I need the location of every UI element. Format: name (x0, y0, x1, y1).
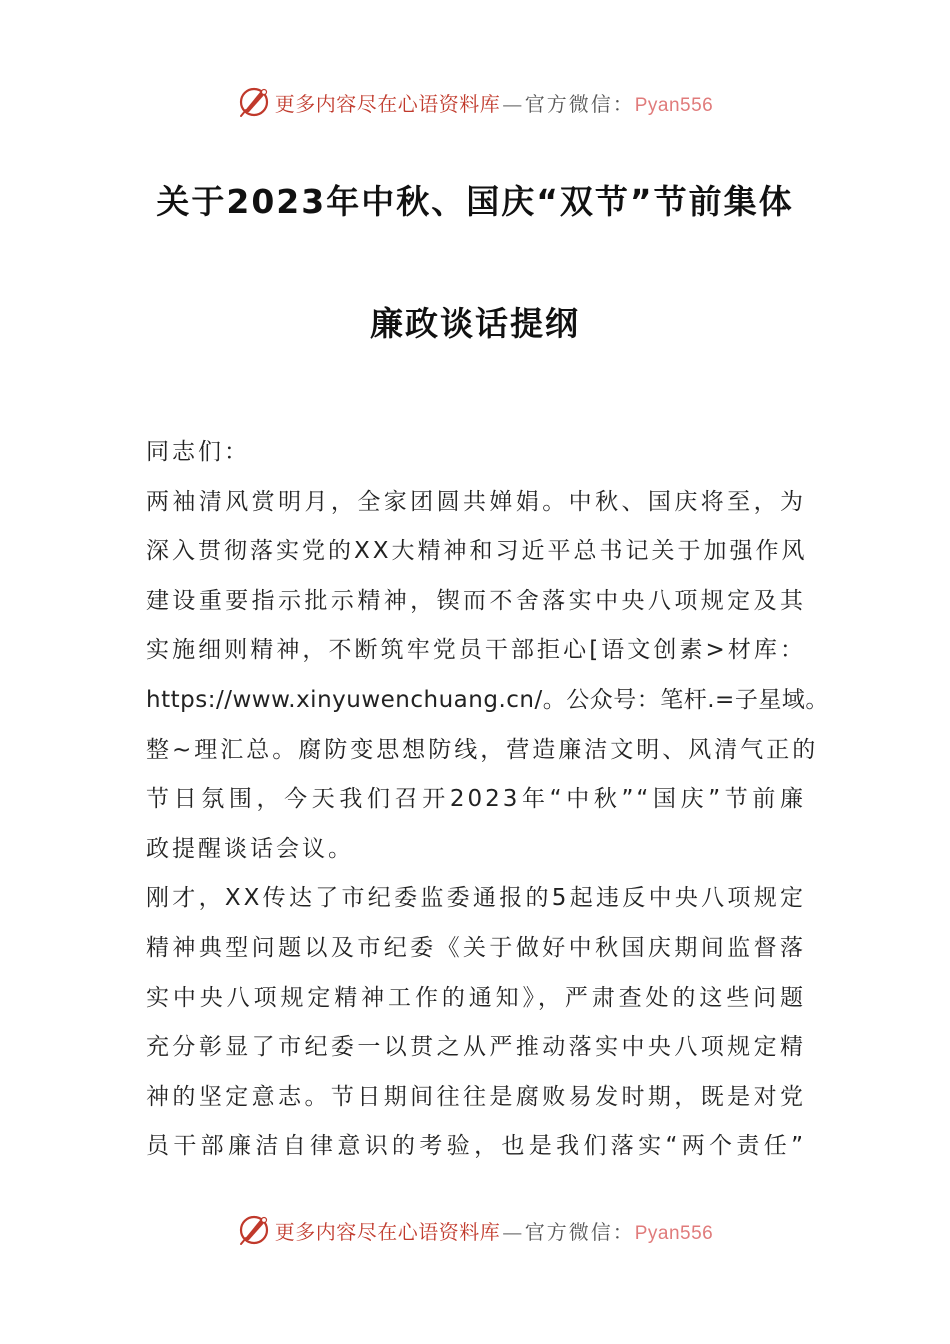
body-line: 两袖清风赏明月，全家团圆共婵娟。中秋、国庆将至，为 (146, 488, 806, 515)
body-line: 充分彰显了市纪委一以贯之从严推动落实中央八项规定精 (146, 1034, 806, 1061)
body-line: 员干部廉洁自律意识的考验，也是我们落实“两个责任” (146, 1133, 806, 1160)
quill-pen-logo-icon (237, 85, 271, 119)
body-line: 刚才，XX传达了市纪委监委通报的5起违反中央八项规定 (146, 885, 806, 912)
banner-wechat-id: Pyan556 (634, 94, 714, 116)
banner-promo-text: 更多内容尽在心语资料库 (274, 91, 501, 116)
banner-dash: — (502, 91, 523, 116)
document-title-line-2: 廉政谈话提纲 (370, 304, 580, 343)
body-line: 建设重要指示批示精神，锲而不舍落实中央八项规定及其 (146, 587, 806, 614)
body-line: 神的坚定意志。节日期间往往是腐败易发时期，既是对党 (146, 1083, 806, 1110)
banner-official-label: 官方微信： (524, 1219, 635, 1244)
banner-promo-text: 更多内容尽在心语资料库 (274, 1219, 501, 1244)
body-line: 政提醒谈话会议。 (146, 835, 354, 862)
banner-text-group (275, 88, 714, 117)
body-line: 实施细则精神，不断筑牢党员干部拒心[语文创素>材库： (146, 637, 806, 664)
header-banner (0, 80, 950, 124)
body-line: 同志们： (146, 439, 250, 465)
body-line: 整~理汇总。腐防变思想防线，营造廉洁文明、风清气正的 (146, 736, 819, 763)
banner-text-group (275, 1216, 714, 1245)
body-line: 精神典型问题以及市纪委《关于做好中秋国庆期间监督落 (146, 934, 806, 961)
banner-wechat-id: Pyan556 (634, 1222, 714, 1244)
footer-banner (0, 1208, 950, 1252)
banner-official-label: 官方微信： (524, 91, 635, 116)
body-line: 深入贯彻落实党的XX大精神和习近平总书记关于加强作风 (146, 538, 808, 565)
body-line: 节日氛围，今天我们召开2023年“中秋”“国庆”节前廉 (146, 786, 806, 813)
document-title-line-1: 关于2023年中秋、国庆“双节”节前集体 (156, 182, 794, 221)
quill-pen-logo-icon (237, 1213, 271, 1247)
body-line: 实中央八项规定精神工作的通知》，严肃查处的这些问题 (146, 984, 806, 1011)
body-line: https://www.xinyuwenchuang.cn/。公众号：笔杆.=子星域。 (146, 686, 829, 713)
document-body (146, 428, 829, 1172)
banner-dash: — (502, 1219, 523, 1244)
